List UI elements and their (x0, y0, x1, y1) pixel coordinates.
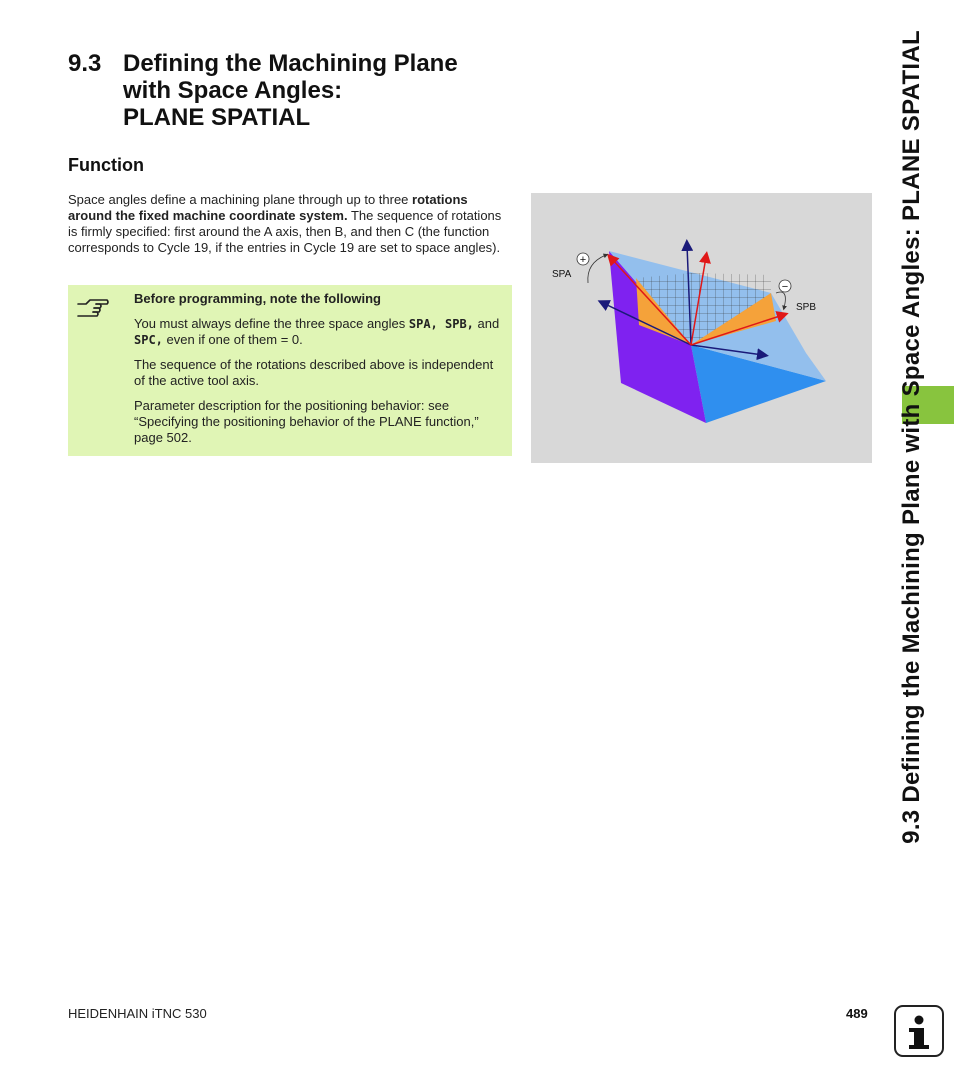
section-number: 9.3 (68, 50, 102, 77)
page-number: 489 (846, 1006, 868, 1021)
intro-paragraph (68, 192, 513, 256)
note-paragraph-3: Parameter description for the positioning behavior: see “Specifying the positioning behavior of the PLANE function,” page 502. (134, 398, 479, 445)
info-glyph (896, 1007, 942, 1055)
title-line-1: Defining the Machining Plane (123, 50, 458, 77)
note-code-spa-spb: SPA, SPB, (408, 317, 474, 331)
note-box (68, 285, 512, 456)
plane-spatial-figure (531, 193, 872, 463)
intro-text-2: The sequence of rotations is firmly specified: first around the A axis, then B, and then C (the function corresponds to Cycle 19, if the entries in Cycle 19 are set to space angles). (68, 208, 502, 255)
spa-rotation-arc (588, 255, 606, 283)
side-title-wrap (880, 30, 944, 900)
section-heading: Function (68, 155, 144, 175)
side-chapter-title: 9.3 Defining the Machining Plane with Space Angles: PLANE SPATIAL (898, 30, 925, 844)
minus-sign: − (781, 281, 789, 293)
plane-diagram (531, 193, 872, 463)
note-code-spc: SPC, (134, 333, 163, 347)
note-title: Before programming, note the following (134, 291, 381, 306)
info-icon (894, 1005, 944, 1057)
spa-label: SPA (552, 269, 572, 280)
note-p1-text-c: even if one of them = 0. (162, 332, 303, 347)
pointing-hand-icon (76, 295, 110, 319)
title-lines (123, 50, 458, 131)
title-line-3: PLANE SPATIAL (123, 104, 311, 131)
title-line-2: with Space Angles: (123, 77, 343, 104)
note-p1-text-b: and (473, 316, 500, 331)
plus-sign: + (579, 254, 587, 266)
intro-text-1: Space angles define a machining plane through up to three (68, 192, 413, 207)
note-p1-text-a: You must always define the three space angles (134, 316, 409, 331)
note-content (134, 291, 504, 455)
intro-bold-text: rotations around the fixed machine coordinate system. (68, 192, 468, 223)
spb-label: SPB (796, 302, 817, 313)
note-paragraph-1 (134, 316, 504, 348)
note-paragraph-2: The sequence of the rotations described above is independent of the active tool axis. (134, 357, 494, 388)
footer-product-name: HEIDENHAIN iTNC 530 (68, 1006, 207, 1021)
